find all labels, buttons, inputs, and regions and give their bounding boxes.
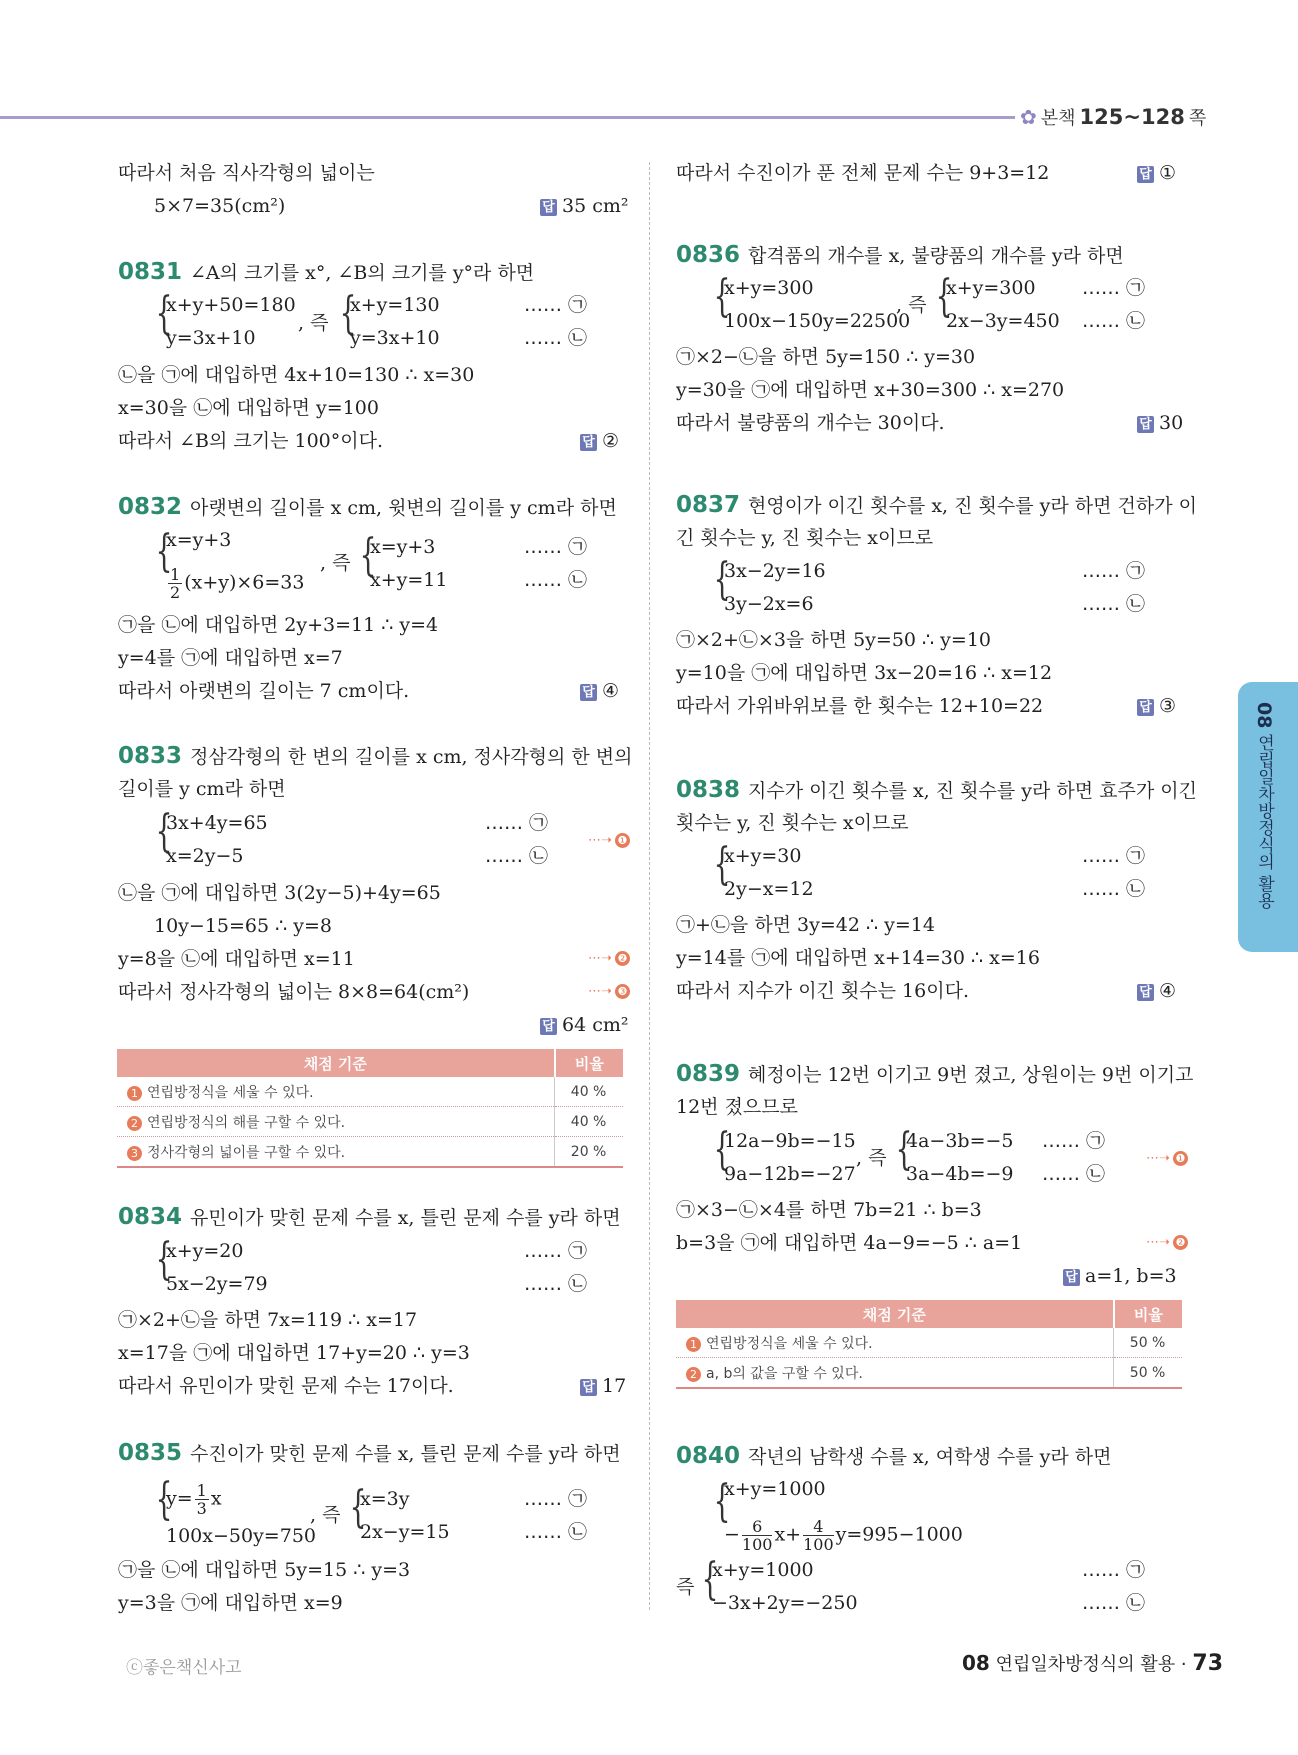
rubric-number: 2 xyxy=(686,1367,701,1382)
brace: { xyxy=(155,1474,173,1525)
answer xyxy=(540,1012,629,1038)
equation: 9a−12b=−27 xyxy=(724,1163,856,1185)
problem-number: 0835 xyxy=(118,1440,183,1466)
solution-line: ㉡을 ㉠에 대입하면 3(2y−5)+4y=65 xyxy=(118,882,441,904)
numerator: 1 xyxy=(196,1481,207,1500)
fraction xyxy=(742,1518,773,1553)
answer-icon: 답 xyxy=(1137,984,1154,1001)
fraction xyxy=(195,1482,209,1517)
problem-text: 혜정이는 12번 이기고 9번 졌고, 상원이는 9번 이기고 xyxy=(748,1064,1194,1086)
answer xyxy=(1137,410,1183,436)
equation: x+y=1000 xyxy=(712,1559,814,1581)
rubric-criterion: 정사각형의 넓이를 구할 수 있다. xyxy=(147,1144,346,1161)
step-marker-3: ⋯➝ ❸ xyxy=(588,984,630,999)
answer-icon: 답 xyxy=(1063,1269,1080,1286)
brace: { xyxy=(713,554,731,605)
answer xyxy=(1137,160,1176,186)
problem-text: 지수가 이긴 횟수를 x, 진 횟수를 y라 하면 효주가 이긴 xyxy=(748,780,1197,802)
numerator: 4 xyxy=(803,1518,834,1536)
equation: x+y=20 xyxy=(166,1240,244,1262)
solution-line: 따라서 ∠B의 크기는 100°이다. xyxy=(118,430,383,452)
equation: 3x−2y=16 xyxy=(724,560,826,582)
equation: 3x+4y=65 xyxy=(166,812,268,834)
brace: { xyxy=(359,530,377,581)
solution-line: y=8을 ㉡에 대입하면 x=11 xyxy=(118,948,355,970)
brace: { xyxy=(339,288,357,339)
equation-label: …… ㉡ xyxy=(524,1521,588,1543)
equation-label: …… ㉠ xyxy=(524,1240,588,1262)
equation xyxy=(166,1482,222,1517)
fraction xyxy=(168,566,182,601)
rubric-ratio: 40 % xyxy=(555,1107,623,1137)
equation-body: y= xyxy=(166,1487,193,1510)
solution-line: x=17을 ㉠에 대입하면 17+y=20 ∴ y=3 xyxy=(118,1342,470,1364)
rubric-ratio: 20 % xyxy=(555,1137,623,1168)
answer-icon: 답 xyxy=(540,199,557,216)
rubric-number: 1 xyxy=(127,1086,142,1101)
rubric-number: 3 xyxy=(127,1146,142,1161)
rubric-row xyxy=(117,1137,623,1168)
equation-label: …… ㉡ xyxy=(1082,310,1146,332)
brace: { xyxy=(155,806,173,857)
problem-number: 0836 xyxy=(676,242,741,268)
solution-line: ㉠+㉡을 하면 3y=42 ∴ y=14 xyxy=(676,914,935,936)
answer-value: ③ xyxy=(1159,695,1177,717)
problem-0839 xyxy=(676,1061,1193,1088)
answer-icon: 답 xyxy=(540,1018,557,1035)
equation-label: …… ㉡ xyxy=(524,1273,588,1295)
equation: 4a−3b=−5 xyxy=(906,1130,1014,1152)
intro-line: 따라서 수진이가 푼 전체 문제 수는 9+3=12 xyxy=(676,162,1050,184)
rubric-criterion: 연립방정식을 세울 수 있다. xyxy=(706,1335,873,1352)
problem-number: 0840 xyxy=(676,1443,741,1469)
problem-text: 합격품의 개수를 x, 불량품의 개수를 y라 하면 xyxy=(748,245,1124,267)
equation: x+y=11 xyxy=(370,569,448,591)
equation: x+y=300 xyxy=(724,277,814,299)
answer xyxy=(580,428,619,454)
brace: { xyxy=(701,1554,719,1605)
equation-label: …… ㉠ xyxy=(524,294,588,316)
separator: , 즉 xyxy=(310,1504,341,1526)
equation-label: …… ㉠ xyxy=(1082,277,1146,299)
solution-line: y=4를 ㉠에 대입하면 x=7 xyxy=(118,647,343,669)
brace: { xyxy=(349,1482,367,1533)
problem-text: 수진이가 맞힌 문제 수를 x, 틀린 문제 수를 y라 하면 xyxy=(190,1443,621,1465)
denominator: 100 xyxy=(803,1535,834,1554)
solution-line: ㉠×3−㉡×4를 하면 7b=21 ∴ b=3 xyxy=(676,1199,982,1221)
equation-label: …… ㉠ xyxy=(524,1488,588,1510)
answer xyxy=(580,678,619,704)
answer-icon: 답 xyxy=(1137,416,1154,433)
separator: 즉 xyxy=(676,1576,695,1598)
marker-number: ❶ xyxy=(1173,1151,1188,1166)
answer xyxy=(540,193,629,219)
answer-value: ④ xyxy=(1159,980,1177,1002)
solution-line: y=30을 ㉠에 대입하면 x+30=300 ∴ x=270 xyxy=(676,379,1065,401)
rubric-row xyxy=(117,1107,623,1137)
denominator: 100 xyxy=(741,1535,773,1554)
equation: x+y+50=180 xyxy=(166,294,296,316)
solution-line: ㉠을 ㉡에 대입하면 5y=15 ∴ y=3 xyxy=(118,1559,411,1581)
rubric-row xyxy=(117,1077,623,1107)
marker-number: ❸ xyxy=(615,984,630,999)
problem-text: ∠A의 크기를 x°, ∠B의 크기를 y°라 하면 xyxy=(190,262,535,284)
separator: , 즉 xyxy=(320,552,351,574)
rubric-ratio: 50 % xyxy=(1114,1358,1182,1389)
equation: y=3x+10 xyxy=(166,327,256,349)
solution-line: 따라서 유민이가 맞힌 문제 수는 17이다. xyxy=(118,1375,454,1397)
equation-label: …… ㉠ xyxy=(1042,1130,1106,1152)
footer-chapter-number: 08 xyxy=(962,1651,990,1675)
rubric-row xyxy=(676,1358,1182,1389)
solution-line: 따라서 불량품의 개수는 30이다. xyxy=(676,412,945,434)
brace: { xyxy=(155,526,173,577)
equation-label: …… ㉡ xyxy=(524,327,588,349)
solution-line: ㉠×2+㉡을 하면 7x=119 ∴ x=17 xyxy=(118,1309,418,1331)
brace: { xyxy=(713,1476,731,1527)
step-marker-1: ⋯➝ ❶ xyxy=(588,833,630,848)
equation: 3y−2x=6 xyxy=(724,593,814,615)
equation: x=y+3 xyxy=(166,529,232,551)
publisher-credit: ⓒ좋은책신사고 xyxy=(126,1658,242,1678)
answer-value: ② xyxy=(602,430,620,452)
numerator: 1 xyxy=(170,565,181,584)
page-reference xyxy=(1020,104,1206,130)
equation: 2x−y=15 xyxy=(360,1521,450,1543)
side-tab-number: 08 xyxy=(1253,702,1275,729)
problem-number: 0831 xyxy=(118,259,183,285)
solution-line: ㉠×2+㉡×3을 하면 5y=50 ∴ y=10 xyxy=(676,629,991,651)
equation: 2y−x=12 xyxy=(724,878,814,900)
solution-line: 따라서 아랫변의 길이는 7 cm이다. xyxy=(118,680,410,702)
solution-line: 따라서 지수가 이긴 횟수는 16이다. xyxy=(676,980,969,1002)
equation: x+y=130 xyxy=(350,294,440,316)
solution-line: x=30을 ㉡에 대입하면 y=100 xyxy=(118,397,379,419)
brace: { xyxy=(935,271,953,322)
equation-label: …… ㉡ xyxy=(1082,878,1146,900)
problem-number: 0834 xyxy=(118,1204,183,1230)
side-tab-title: 연립일차방정식의 활용 xyxy=(1254,733,1274,910)
equation-body: x+ xyxy=(774,1523,802,1546)
equation-label: …… ㉡ xyxy=(485,845,549,867)
answer-value: a=1, b=3 xyxy=(1085,1265,1177,1287)
problem-text: 작년의 남학생 수를 x, 여학생 수를 y라 하면 xyxy=(748,1446,1112,1468)
equation: 12a−9b=−15 xyxy=(724,1130,856,1152)
answer-icon: 답 xyxy=(580,1379,597,1396)
problem-text: 길이를 y cm라 하면 xyxy=(118,778,286,800)
rubric-number: 2 xyxy=(127,1116,142,1131)
equation: −3x+2y=−250 xyxy=(712,1592,858,1614)
answer xyxy=(1137,978,1176,1004)
equation: 2x−3y=450 xyxy=(946,310,1060,332)
equation-label: …… ㉡ xyxy=(1082,593,1146,615)
problem-0831 xyxy=(118,259,534,286)
header-rule xyxy=(0,116,1015,119)
answer-value: 64 cm² xyxy=(562,1014,629,1036)
rubric-criterion: 연립방정식을 세울 수 있다. xyxy=(147,1084,314,1101)
equation-body: x xyxy=(210,1487,222,1510)
problem-text: 아랫변의 길이를 x cm, 윗변의 길이를 y cm라 하면 xyxy=(190,497,617,519)
answer-icon: 답 xyxy=(580,684,597,701)
book-label: 본책 xyxy=(1040,108,1076,129)
equation: x=2y−5 xyxy=(166,845,244,867)
equation-body: (x+y)×6=33 xyxy=(184,571,305,594)
problem-text: 정삼각형의 한 변의 길이를 x cm, 정사각형의 한 변의 xyxy=(190,746,633,768)
equation xyxy=(166,566,305,601)
problem-0833 xyxy=(118,743,632,770)
fraction xyxy=(803,1518,834,1553)
problem-number: 0839 xyxy=(676,1061,741,1087)
solution-line: y=10을 ㉠에 대입하면 3x−20=16 ∴ x=12 xyxy=(676,662,1053,684)
equation: x=3y xyxy=(360,1488,410,1510)
step-marker-2: ⋯➝ ❷ xyxy=(588,951,630,966)
equation-body: y=995−1000 xyxy=(835,1523,963,1546)
column-divider xyxy=(649,162,650,1610)
answer-value: ① xyxy=(1159,162,1177,184)
answer xyxy=(1137,693,1176,719)
problem-0834 xyxy=(118,1204,621,1231)
problem-0832 xyxy=(118,494,617,521)
equation-label: …… ㉠ xyxy=(524,536,588,558)
problem-0835 xyxy=(118,1440,621,1467)
problem-text: 현영이가 이긴 횟수를 x, 진 횟수를 y라 하면 건하가 이 xyxy=(748,495,1197,517)
separator: , 즉 xyxy=(896,294,927,316)
problem-number: 0832 xyxy=(118,494,183,520)
brace: { xyxy=(713,839,731,890)
solution-line: ㉠×2−㉡을 하면 5y=150 ∴ y=30 xyxy=(676,346,976,368)
rubric-ratio: 50 % xyxy=(1114,1328,1182,1358)
rubric-header: 채점 기준 xyxy=(117,1049,555,1077)
answer-value: ④ xyxy=(602,680,620,702)
rubric-ratio: 40 % xyxy=(555,1077,623,1107)
scoring-rubric xyxy=(117,1049,623,1168)
equation-label: …… ㉡ xyxy=(1082,1592,1146,1614)
rubric-header: 채점 기준 xyxy=(676,1300,1114,1328)
answer xyxy=(580,1373,626,1399)
step-marker-2: ⋯➝ ❷ xyxy=(1146,1235,1188,1250)
page-unit: 쪽 xyxy=(1188,108,1207,129)
rubric-criterion: a, b의 값을 구할 수 있다. xyxy=(706,1365,863,1382)
equation: x+y=30 xyxy=(724,845,802,867)
problem-0838 xyxy=(676,777,1197,804)
problem-text: 긴 횟수는 y, 진 횟수는 x이므로 xyxy=(676,527,934,549)
rubric-row xyxy=(676,1328,1182,1358)
problem-number: 0837 xyxy=(676,492,741,518)
equation-label: …… ㉠ xyxy=(1082,560,1146,582)
brace: { xyxy=(155,288,173,339)
problem-0840 xyxy=(676,1443,1111,1470)
answer-value: 17 xyxy=(602,1375,627,1397)
equation xyxy=(724,1518,963,1553)
equation-label: …… ㉠ xyxy=(485,812,549,834)
solution-line: y=14를 ㉠에 대입하면 x+14=30 ∴ x=16 xyxy=(676,947,1040,969)
rubric-header-ratio: 비율 xyxy=(555,1049,623,1077)
equation: 3a−4b=−9 xyxy=(906,1163,1014,1185)
rubric-number: 1 xyxy=(686,1337,701,1352)
page-number: 73 xyxy=(1192,1651,1224,1676)
page-range: 125~128 xyxy=(1079,105,1185,129)
problem-number: 0838 xyxy=(676,777,741,803)
solution-line: ㉡을 ㉠에 대입하면 4x+10=130 ∴ x=30 xyxy=(118,364,475,386)
intro-calc: 5×7=35(cm²) xyxy=(154,195,286,217)
answer xyxy=(1063,1263,1177,1289)
equation: 5x−2y=79 xyxy=(166,1273,268,1295)
solution-line: b=3을 ㉠에 대입하면 4a−9=−5 ∴ a=1 xyxy=(676,1232,1023,1254)
footer-separator: · xyxy=(1180,1654,1187,1675)
problem-text: 12번 졌으므로 xyxy=(676,1096,798,1118)
equation-label: …… ㉠ xyxy=(1082,845,1146,867)
intro-line: 따라서 처음 직사각형의 넓이는 xyxy=(118,162,375,184)
scoring-rubric xyxy=(676,1300,1182,1389)
equation: 100x−50y=750 xyxy=(166,1525,316,1547)
denominator: 2 xyxy=(170,583,181,602)
separator: , 즉 xyxy=(856,1147,887,1169)
rubric-header-ratio: 비율 xyxy=(1114,1300,1182,1328)
equation: x+y=300 xyxy=(946,277,1036,299)
problem-0837 xyxy=(676,492,1197,519)
denominator: 3 xyxy=(196,1499,207,1518)
rubric-criterion: 연립방정식의 해를 구할 수 있다. xyxy=(147,1114,346,1131)
chapter-side-tab xyxy=(1238,682,1298,952)
equation-label: …… ㉡ xyxy=(524,569,588,591)
marker-number: ❶ xyxy=(615,833,630,848)
brace: { xyxy=(713,1124,731,1175)
problem-text: 횟수는 y, 진 횟수는 x이므로 xyxy=(676,812,909,834)
answer-value: 30 xyxy=(1159,412,1184,434)
equation-label: …… ㉡ xyxy=(1042,1163,1106,1185)
footer-chapter-title: 연립일차방정식의 활용 xyxy=(995,1654,1176,1675)
numerator: 6 xyxy=(742,1518,773,1536)
problem-0836 xyxy=(676,242,1124,269)
answer-icon: 답 xyxy=(1137,166,1154,183)
page-footer xyxy=(962,1650,1223,1676)
solution-line: 10y−15=65 ∴ y=8 xyxy=(154,915,333,937)
equation: 100x−150y=22500 xyxy=(724,310,911,332)
answer-icon: 답 xyxy=(1137,699,1154,716)
brace: { xyxy=(155,1234,173,1285)
problem-number: 0833 xyxy=(118,743,183,769)
brace: { xyxy=(895,1124,913,1175)
flower-icon: ✿ xyxy=(1020,105,1037,129)
separator: , 즉 xyxy=(298,312,329,334)
solution-line: 따라서 가위바위보를 한 횟수는 12+10=22 xyxy=(676,695,1044,717)
problem-text: 유민이가 맞힌 문제 수를 x, 틀린 문제 수를 y라 하면 xyxy=(190,1207,621,1229)
marker-number: ❷ xyxy=(615,951,630,966)
solution-line: ㉠을 ㉡에 대입하면 2y+3=11 ∴ y=4 xyxy=(118,614,439,636)
solution-line: 따라서 정사각형의 넓이는 8×8=64(cm²) xyxy=(118,981,470,1003)
brace: { xyxy=(713,271,731,322)
equation-label: …… ㉠ xyxy=(1082,1559,1146,1581)
answer-icon: 답 xyxy=(580,434,597,451)
step-marker-1: ⋯➝ ❶ xyxy=(1146,1151,1188,1166)
side-tab-label xyxy=(1252,702,1277,909)
equation: y=3x+10 xyxy=(350,327,440,349)
equation: x=y+3 xyxy=(370,536,436,558)
equation: x+y=1000 xyxy=(724,1478,826,1500)
marker-number: ❷ xyxy=(1173,1235,1188,1250)
equation-body: − xyxy=(724,1523,740,1546)
solution-line: y=3을 ㉠에 대입하면 x=9 xyxy=(118,1592,343,1614)
answer-value: 35 cm² xyxy=(562,195,629,217)
